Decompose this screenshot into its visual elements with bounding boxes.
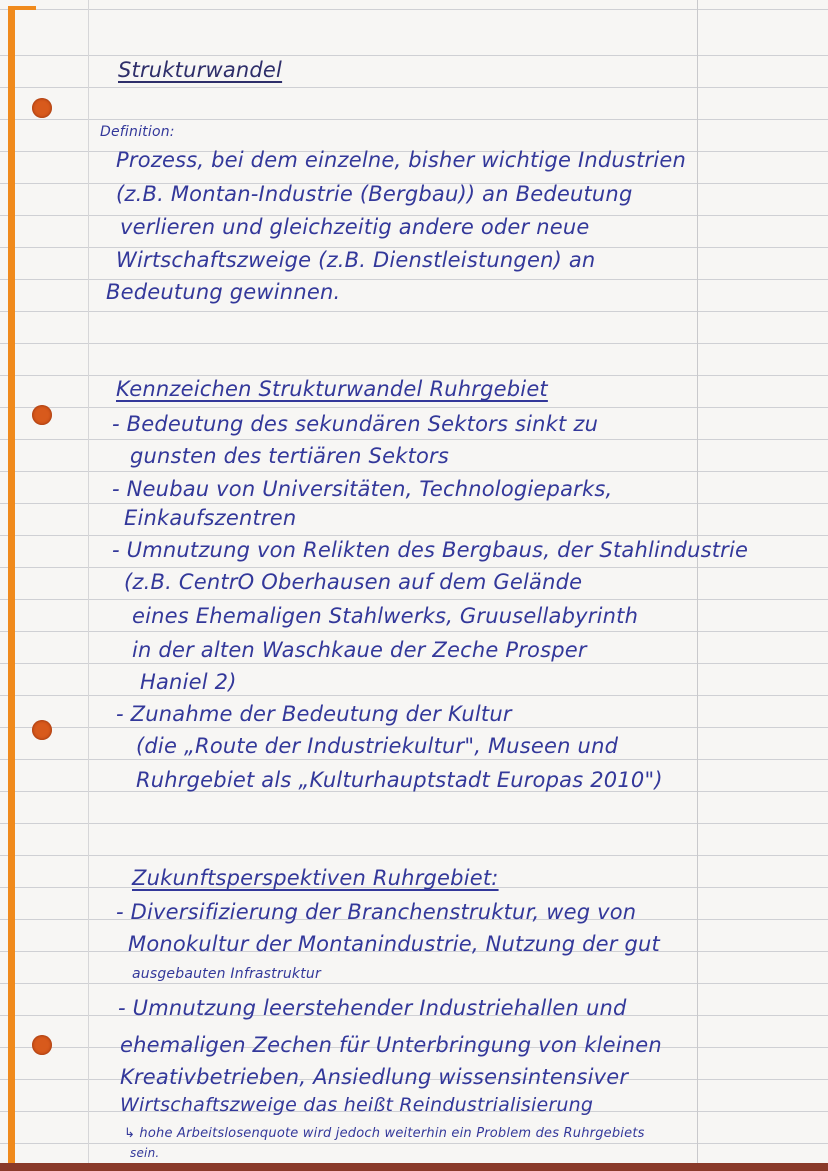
- text-line: Prozess, bei dem einzelne, bisher wichtige Industrien: [116, 148, 687, 172]
- punch-hole: [32, 98, 52, 118]
- text-line: - Umnutzung von Relikten des Bergbaus, der Stahlindustrie: [112, 538, 749, 562]
- text-line: ↳ hohe Arbeitslosenquote wird jedoch weiterhin ein Problem des Ruhrgebiets: [124, 1126, 645, 1141]
- text-line: gunsten des tertiären Sektors: [130, 444, 450, 468]
- text-line: Ruhrgebiet als „Kulturhauptstadt Europas 2010"): [136, 768, 663, 792]
- text-line: Bedeutung gewinnen.: [106, 280, 341, 304]
- left-margin-line: [88, 0, 89, 1166]
- text-line: ehemaligen Zechen für Unterbringung von kleinen: [120, 1033, 662, 1057]
- text-line: - Zunahme der Bedeutung der Kultur: [116, 702, 512, 726]
- section-heading: Zukunftsperspektiven Ruhrgebiet:: [132, 866, 499, 890]
- text-line: Monokultur der Montanindustrie, Nutzung der gut: [128, 932, 660, 956]
- page-edge-top: [8, 6, 36, 10]
- text-line: sein.: [130, 1146, 160, 1160]
- definition-label: Definition:: [100, 124, 175, 140]
- text-line: eines Ehemaligen Stahlwerks, Gruusellabyrinth: [132, 604, 639, 628]
- text-line: in der alten Waschkaue der Zeche Prosper: [132, 638, 587, 662]
- page-title: Strukturwandel: [118, 58, 283, 82]
- text-line: (z.B. Montan-Industrie (Bergbau)) an Bedeutung: [116, 182, 633, 206]
- text-line: - Neubau von Universitäten, Technologieparks,: [112, 477, 613, 501]
- text-line: Einkaufszentren: [124, 506, 297, 530]
- section-heading: Kennzeichen Strukturwandel Ruhrgebiet: [116, 377, 548, 401]
- text-line: - Bedeutung des sekundären Sektors sinkt zu: [112, 412, 599, 436]
- text-line: - Diversifizierung der Branchenstruktur, weg von: [116, 900, 637, 924]
- text-line: Kreativbetrieben, Ansiedlung wissensintensiver: [120, 1065, 629, 1089]
- page-edge: [8, 6, 15, 1166]
- page-bottom-edge: [0, 1163, 828, 1171]
- text-line: ausgebauten Infrastruktur: [132, 966, 321, 982]
- punch-hole: [32, 1035, 52, 1055]
- text-line: Haniel 2): [140, 670, 237, 694]
- right-margin-line: [697, 0, 698, 1166]
- text-line: - Umnutzung leerstehender Industriehallen und: [118, 996, 627, 1020]
- punch-hole: [32, 720, 52, 740]
- text-line: Wirtschaftszweige das heißt Reindustrialisierung: [120, 1094, 594, 1116]
- text-line: verlieren und gleichzeitig andere oder neue: [120, 215, 590, 239]
- text-line: (z.B. CentrO Oberhausen auf dem Gelände: [124, 570, 583, 594]
- punch-hole: [32, 405, 52, 425]
- text-line: Wirtschaftszweige (z.B. Dienstleistungen) an: [116, 248, 596, 272]
- text-line: (die „Route der Industriekultur", Museen und: [136, 734, 619, 758]
